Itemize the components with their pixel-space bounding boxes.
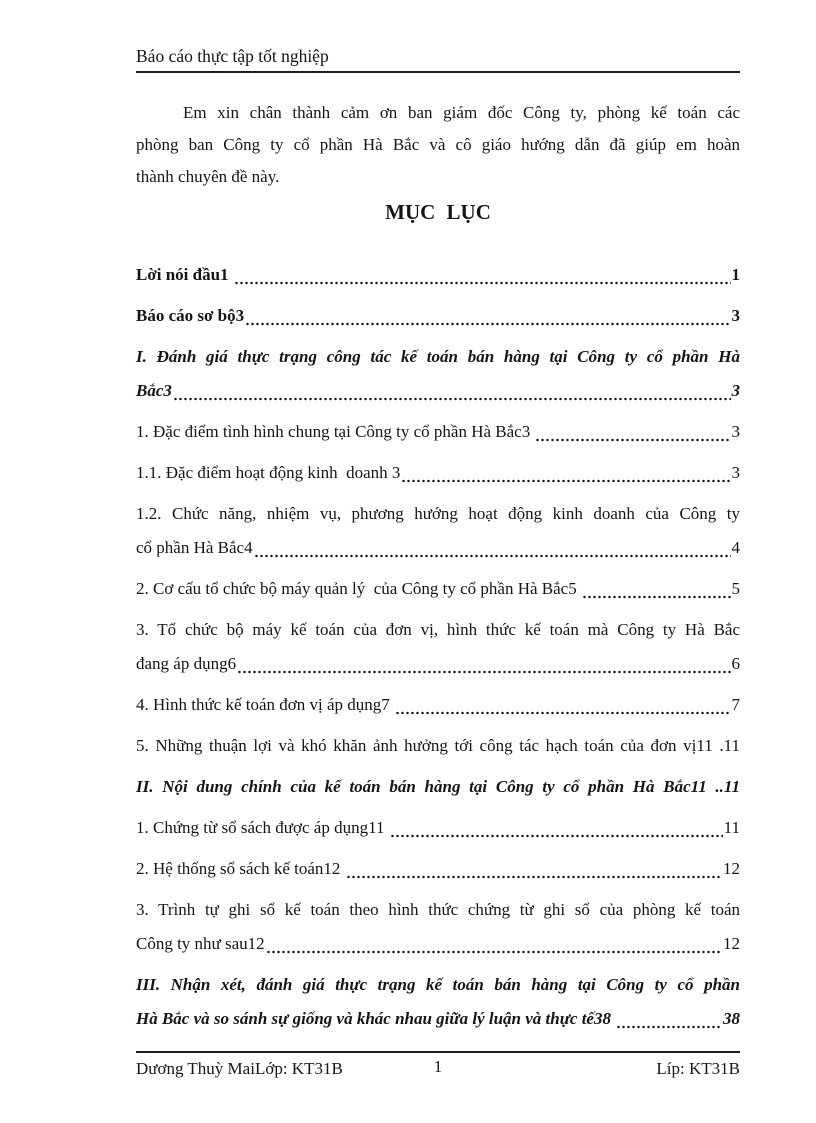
toc-entry[interactable] (136, 415, 740, 449)
footer-author-class: Dương Thuỳ MaiLớp: KT31B (136, 1059, 343, 1078)
toc-entry-line (136, 415, 740, 449)
dot-leader (237, 670, 730, 674)
toc-entries (136, 258, 740, 1036)
toc-page-number: 12 (723, 934, 740, 953)
paragraph-line: thành chuyên đề này. (136, 167, 280, 186)
toc-entry-text: đang áp dụng6 (136, 654, 237, 673)
toc-page-number: 3 (731, 463, 740, 482)
toc-entry-line: 1.2. Chức năng, nhiệm vụ, phương hướng hoạt động kinh doanh của Công ty (136, 504, 740, 523)
toc-entry[interactable] (136, 811, 740, 845)
document-page-content (136, 0, 740, 1043)
page-header (136, 45, 740, 73)
toc-entry[interactable] (136, 893, 740, 961)
toc-entry-text: Lời nói đầu1 (136, 265, 233, 284)
paragraph-line: phòng ban Công ty cổ phần Hà Bắc và cô giáo hướng dẫn đã giúp em hoàn (136, 135, 740, 154)
toc-entry-line (136, 1002, 740, 1036)
toc-entry-line (136, 531, 740, 565)
dot-leader (395, 711, 730, 715)
toc-page-number: 11 (723, 818, 740, 837)
toc-entry-text: 2. Hệ thống sổ sách kế toán12 (136, 859, 345, 878)
toc-entry[interactable] (136, 497, 740, 565)
paragraph-line: Em xin chân thành cảm ơn ban giám đốc Công ty, phòng kế toán các (183, 103, 740, 122)
toc-entry[interactable] (136, 299, 740, 333)
toc-entry-line (136, 374, 740, 408)
toc-entry-text: 1. Đặc điểm tình hình chung tại Công ty cổ phần Hà Bắc3 (136, 422, 535, 441)
toc-entry-text: 4. Hình thức kế toán đơn vị áp dụng7 (136, 695, 395, 714)
dot-leader (173, 397, 731, 401)
toc-entry[interactable] (136, 688, 740, 722)
toc-entry-text: 2. Cơ cấu tổ chức bộ máy quản lý của Công ty cổ phần Hà Bắc5 (136, 579, 581, 598)
footer-page-number: 1 (433, 1057, 443, 1076)
toc-entry-line (136, 258, 740, 292)
header-title: Báo cáo thực tập tốt nghiệp (136, 46, 329, 66)
toc-entry-text: Công ty như sau12 (136, 934, 265, 953)
dot-leader (582, 595, 731, 599)
footer-class: Líp: KT31B (656, 1059, 740, 1078)
dot-leader (616, 1025, 722, 1029)
toc-entry[interactable] (136, 770, 740, 804)
toc-page-number: 1 (731, 265, 740, 284)
toc-entry[interactable] (136, 340, 740, 408)
dot-leader (245, 322, 730, 326)
toc-page-number: 3 (731, 422, 740, 441)
toc-page-number: 4 (731, 538, 740, 557)
toc-entry-line (136, 688, 740, 722)
toc-entry-text: Báo cáo sơ bộ3 (136, 306, 245, 325)
toc-entry-text: Bắc3 (136, 381, 172, 400)
toc-entry[interactable] (136, 968, 740, 1036)
toc-entry[interactable] (136, 572, 740, 606)
dot-leader (401, 479, 730, 483)
toc-entry[interactable] (136, 613, 740, 681)
dot-leader (266, 950, 722, 954)
toc-entry-text: cổ phần Hà Bắc4 (136, 538, 253, 557)
toc-entry-line: 3. Tổ chức bộ máy kế toán của đơn vị, hình thức kế toán mà Công ty Hà Bắc (136, 620, 740, 639)
toc-page-number: 5 (731, 579, 740, 598)
page-footer (136, 1051, 740, 1080)
toc-entry[interactable] (136, 729, 740, 763)
toc-page-number: 3 (731, 381, 740, 400)
toc-entry-line (136, 572, 740, 606)
toc-page-number: 3 (731, 306, 740, 325)
dot-leader (234, 281, 731, 285)
toc-entry-line (136, 852, 740, 886)
toc-entry-line: I. Đánh giá thực trạng công tác kế toán bán hàng tại Công ty cổ phần Hà (136, 347, 740, 366)
dot-leader (346, 875, 722, 879)
toc-page-number: 12 (723, 859, 740, 878)
toc-entry[interactable] (136, 258, 740, 292)
dot-leader (535, 438, 730, 442)
toc-page-number: 38 (723, 1009, 740, 1028)
toc-entry-line (136, 647, 740, 681)
toc-entry-line: II. Nội dung chính của kế toán bán hàng tại Công ty cổ phần Hà Bắc11 ..11 (136, 777, 740, 796)
toc-entry-line (136, 299, 740, 333)
toc-entry-text: 1. Chứng từ sổ sách được áp dụng11 (136, 818, 389, 837)
toc-entry-text: 1.1. Đặc điểm hoạt động kinh doanh 3 (136, 463, 401, 482)
toc-entry-line (136, 811, 740, 845)
toc-entry[interactable] (136, 456, 740, 490)
toc-entry[interactable] (136, 852, 740, 886)
toc-entry-line: III. Nhận xét, đánh giá thực trạng kế toán bán hàng tại Công ty cổ phần (136, 975, 740, 994)
toc-entry-line (136, 927, 740, 961)
toc-entry-text: Hà Bắc và so sánh sự giống và khác nhau giữa lý luận và thực tế38 (136, 1009, 616, 1028)
dot-leader (254, 554, 731, 558)
toc-entry-line (136, 456, 740, 490)
toc-entry-line: 5. Những thuận lợi và khó khăn ảnh hưởng tới công tác hạch toán của đơn vị11 .11 (136, 736, 740, 755)
dot-leader (390, 834, 723, 838)
toc-title: MỤC LỤC (385, 200, 491, 224)
toc-entry-line: 3. Trình tự ghi sổ kế toán theo hình thức chứng từ ghi sổ của phòng kế toán (136, 900, 740, 919)
toc-page-number: 7 (731, 695, 740, 714)
intro-paragraph (136, 97, 740, 193)
toc-page-number: 6 (731, 654, 740, 673)
